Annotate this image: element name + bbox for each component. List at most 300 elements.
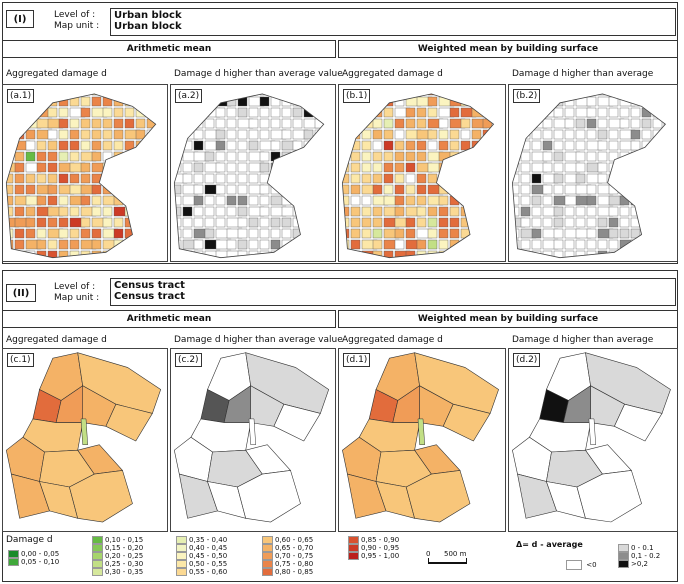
urban-block [395,152,404,161]
urban-block [373,130,382,139]
urban-blocks [172,86,336,262]
delta-swatch-neg [566,560,582,570]
urban-block [304,163,319,172]
urban-block [194,218,203,227]
legend-label: 0,10 - 0,15 [105,536,144,544]
urban-block [260,240,269,249]
urban-block [653,163,662,172]
urban-block [395,119,404,128]
urban-block [136,240,145,249]
urban-block [653,229,662,238]
urban-block [37,218,46,227]
urban-block [494,196,506,205]
urban-block [293,251,302,260]
legend-label: 0,75 - 0,80 [275,560,314,568]
urban-block [37,196,46,205]
urban-block [532,207,541,216]
urban-block [461,152,470,161]
urban-block [282,163,291,172]
urban-block [505,108,506,117]
urban-block [521,207,530,216]
urban-block [406,174,415,183]
legend-swatch [176,536,187,544]
damage-legend [6,536,53,546]
urban-block [521,240,530,249]
urban-block [417,207,426,216]
urban-block [428,86,437,95]
urban-block [304,207,313,216]
legend-swatch [92,544,103,552]
urban-block [326,207,335,216]
urban-block [340,229,349,238]
urban-block [510,152,519,161]
urban-block [48,108,57,117]
urban-block [417,141,426,150]
urban-block [340,251,349,260]
urban-block [510,141,519,150]
urban-block [172,130,187,139]
urban-block [227,119,236,128]
legend-item [8,558,59,566]
urban-block [620,218,629,227]
urban-block [373,185,382,194]
urban-block [587,251,596,260]
urban-block [147,251,156,260]
delta-label-1: 0 - 0.1 [631,544,654,552]
urban-block [373,207,382,216]
urban-block [92,196,101,205]
urban-block [521,141,530,150]
urban-block [92,97,101,106]
urban-block [532,141,541,150]
urban-block [439,229,448,238]
urban-block [631,251,640,260]
section-2-level-labels [54,282,99,304]
urban-block [227,240,236,249]
urban-block [521,185,530,194]
urban-block [565,119,574,128]
urban-block [92,86,101,95]
urban-block [373,119,382,128]
urban-block [472,163,481,172]
legend-swatch [262,544,273,552]
urban-block [362,130,371,139]
urban-block [326,152,335,161]
urban-block [450,218,459,227]
urban-block [158,196,167,205]
urban-block [351,108,360,117]
urban-block [532,174,541,183]
urban-block [70,207,79,216]
urban-block [428,108,437,117]
legend-item [262,544,313,552]
urban-block [172,185,181,194]
urban-block [238,229,247,238]
urban-block [81,86,90,95]
delta-label-neg: <0 [586,561,597,569]
delta-label-3: >0,2 [631,560,648,568]
urban-block [172,251,181,260]
urban-block [521,152,530,161]
urban-block [26,108,35,117]
urban-block [450,196,459,205]
legend-swatch [176,560,187,568]
urban-block [304,218,313,227]
urban-block [194,196,203,205]
urban-block [472,185,481,194]
urban-block [136,119,145,128]
urban-block [554,141,563,150]
urban-block [395,196,404,205]
panel-a1-title: Aggregated damage d [6,69,107,79]
urban-block [472,152,481,161]
urban-block [205,119,214,128]
urban-block [472,229,481,238]
urban-block [125,251,140,260]
legend-label: 0,45 - 0,50 [189,552,228,560]
urban-block [483,152,492,161]
urban-block [417,251,426,260]
urban-block [532,108,541,117]
urban-block [26,141,35,150]
urban-block [543,130,552,139]
urban-block [554,207,563,216]
urban-block [172,218,181,227]
urban-block [587,130,596,139]
urban-block [4,152,13,161]
urban-block [351,207,360,216]
urban-block [461,86,470,95]
urban-block [304,196,313,205]
urban-block [565,218,574,227]
urban-block [494,108,503,117]
urban-block [631,240,640,249]
urban-block [620,119,629,128]
urban-block [587,240,596,249]
urban-block [59,218,68,227]
legend-swatch [8,558,19,566]
urban-block [26,185,35,194]
urban-block [304,251,313,260]
urban-block [4,240,13,249]
urban-block [598,251,607,260]
delta-legend-neg [566,560,597,570]
tract-map-d1 [339,349,506,532]
urban-block [598,174,607,183]
urban-block [417,185,426,194]
urban-block [351,218,360,227]
legend-swatch [176,544,187,552]
urban-block [260,119,269,128]
panel-a2-title: Damage d higher than average value [174,69,343,79]
urban-block [576,86,585,95]
panel-c1-title: Aggregated damage d [6,335,107,345]
urban-block [505,218,506,227]
urban-block [238,196,247,205]
legend-swatch [262,536,273,544]
urban-block [26,229,35,238]
urban-block [642,86,651,95]
urban-block [587,185,596,194]
urban-block [417,174,426,183]
urban-block [642,119,651,128]
urban-block [483,196,492,205]
urban-block [158,163,168,172]
urban-block [543,97,552,106]
urban-block [450,141,459,150]
urban-block [406,108,415,117]
urban-block [315,185,324,194]
legend-swatch [92,568,103,576]
urban-block [326,251,335,260]
urban-block [483,240,492,249]
urban-block [576,174,585,183]
urban-block [238,152,247,161]
urban-block [576,141,585,150]
urban-block [675,218,678,227]
legend-label: 0,70 - 0,75 [275,552,314,560]
legend-label: 0,05 - 0,10 [21,558,60,566]
panel-label-c2: (c.2) [175,353,202,367]
legend-label: 0,95 - 1,00 [361,552,400,560]
legend-swatch [8,550,19,558]
scale-line [428,562,466,564]
urban-block [249,86,258,95]
urban-block [147,163,156,172]
urban-block [362,196,371,205]
urban-block [543,86,552,95]
urban-block [271,152,280,161]
delta-row-1 [618,544,660,552]
urban-block [554,185,563,194]
urban-block [81,218,90,227]
urban-block [505,207,506,216]
urban-block [587,108,596,117]
urban-block [282,119,291,128]
urban-block [37,240,46,249]
block-map-a1 [3,85,168,262]
urban-block [395,163,404,172]
legend-swatch [176,552,187,560]
urban-block [483,174,492,183]
urban-block [260,207,269,216]
urban-block [450,108,459,117]
urban-block [48,141,57,150]
urban-block [48,174,57,183]
urban-block [293,196,302,205]
urban-block [340,185,349,194]
urban-block [293,86,308,95]
urban-block [260,251,269,260]
urban-block [260,196,269,205]
urban-block [125,86,134,95]
urban-block [172,229,181,238]
urban-block [249,108,258,117]
urban-block [675,229,678,238]
urban-block [505,251,506,260]
urban-block [81,174,90,183]
urban-block [147,97,156,106]
urban-block [103,163,118,172]
legend-item [92,544,143,552]
urban-block [260,130,269,139]
urban-block [183,174,192,183]
urban-block [428,229,437,238]
urban-block [664,196,673,205]
urban-block [554,240,563,249]
legend-column-1 [8,550,59,566]
urban-block [326,108,335,117]
map-panel-a2 [170,84,336,262]
legend-item [92,568,143,576]
map-panel-c2 [170,348,336,532]
urban-block [216,185,225,194]
urban-block [395,130,404,139]
legend-label: 0,65 - 0,70 [275,544,314,552]
urban-block [238,141,247,150]
urban-block [521,174,530,183]
urban-block [326,141,335,150]
urban-block [136,86,145,95]
urban-block [194,240,203,249]
delta-row-3 [618,560,660,568]
urban-block [238,218,247,227]
urban-block [351,229,360,238]
urban-block [428,218,437,227]
urban-block [510,119,519,128]
urban-block [565,108,574,117]
legend-label: 0,30 - 0,35 [105,568,144,576]
urban-block [282,218,291,227]
urban-block [554,251,563,260]
urban-block [439,196,448,205]
legend-item [176,560,227,568]
legend-label: 0,35 - 0,40 [189,536,228,544]
urban-block [15,174,24,183]
urban-block [494,185,506,194]
urban-block [4,229,13,238]
urban-block [103,207,112,216]
urban-block [48,86,63,95]
urban-block [183,207,192,216]
urban-block [642,196,651,205]
urban-block [26,174,35,183]
urban-block [315,174,324,183]
urban-block [114,86,123,95]
urban-block [472,174,481,183]
urban-block [351,174,360,183]
urban-block [238,240,247,249]
urban-block [81,163,90,172]
delta-swatch-2 [618,552,629,560]
urban-block [587,152,596,161]
urban-block [472,130,481,139]
urban-block [417,240,426,249]
urban-block [609,218,618,227]
urban-block [384,108,393,117]
urban-block [494,119,506,128]
urban-block [227,196,236,205]
urban-block [48,185,57,194]
urban-block [653,240,662,249]
urban-block [59,174,68,183]
urban-block [216,174,225,183]
urban-block [461,119,470,128]
urban-block [642,240,651,249]
urban-block [315,108,324,117]
urban-block [158,119,167,128]
urban-block [472,207,481,216]
urban-block [532,196,541,205]
urban-block [216,152,225,161]
urban-block [282,174,291,183]
urban-block [194,163,203,172]
urban-block [125,240,134,249]
urban-block [70,152,79,161]
urban-block [483,207,498,216]
urban-block [216,141,225,150]
urban-block [598,119,607,128]
urban-block [554,108,563,117]
urban-block [103,152,112,161]
urban-block [304,185,313,194]
urban-block [521,108,530,117]
urban-block [609,130,618,139]
urban-block [631,86,640,95]
urban-block [114,119,123,128]
urban-block [510,196,519,205]
urban-block [4,185,13,194]
urban-block [103,218,112,227]
urban-block [172,141,181,150]
urban-block [505,163,506,172]
scale-distance-label: 500 m [444,550,467,558]
urban-block [395,86,404,95]
urban-block [271,218,280,227]
urban-block [136,251,145,260]
urban-block [450,130,459,139]
urban-block [326,119,335,128]
urban-block [576,152,585,161]
legend-swatch [348,536,359,544]
delta-label-2: 0,1 - 0.2 [631,552,661,560]
urban-block [103,141,112,150]
urban-block [664,174,673,183]
urban-block [384,163,393,172]
urban-block [158,174,167,183]
urban-block [26,130,35,139]
section-2-header-arithmetic: Arithmetic mean [2,310,336,328]
panel-c2-title: Damage d higher than average value [174,335,343,345]
urban-block [675,240,678,249]
urban-block [675,130,678,139]
legend-label: 0,85 - 0,90 [361,536,400,544]
urban-block [158,152,168,161]
urban-block [373,174,382,183]
urban-block [406,196,415,205]
urban-block [147,196,156,205]
section-2-numeral: (II) [6,284,36,302]
urban-block [4,108,13,117]
urban-block [439,119,448,128]
urban-block [315,141,324,150]
panel-label-b1: (b.1) [343,89,370,103]
section-2-level-values [110,278,676,306]
urban-block [505,119,506,128]
urban-block [70,141,79,150]
urban-block [37,97,46,106]
delta-legend-title: Δ= d - average [516,540,583,549]
